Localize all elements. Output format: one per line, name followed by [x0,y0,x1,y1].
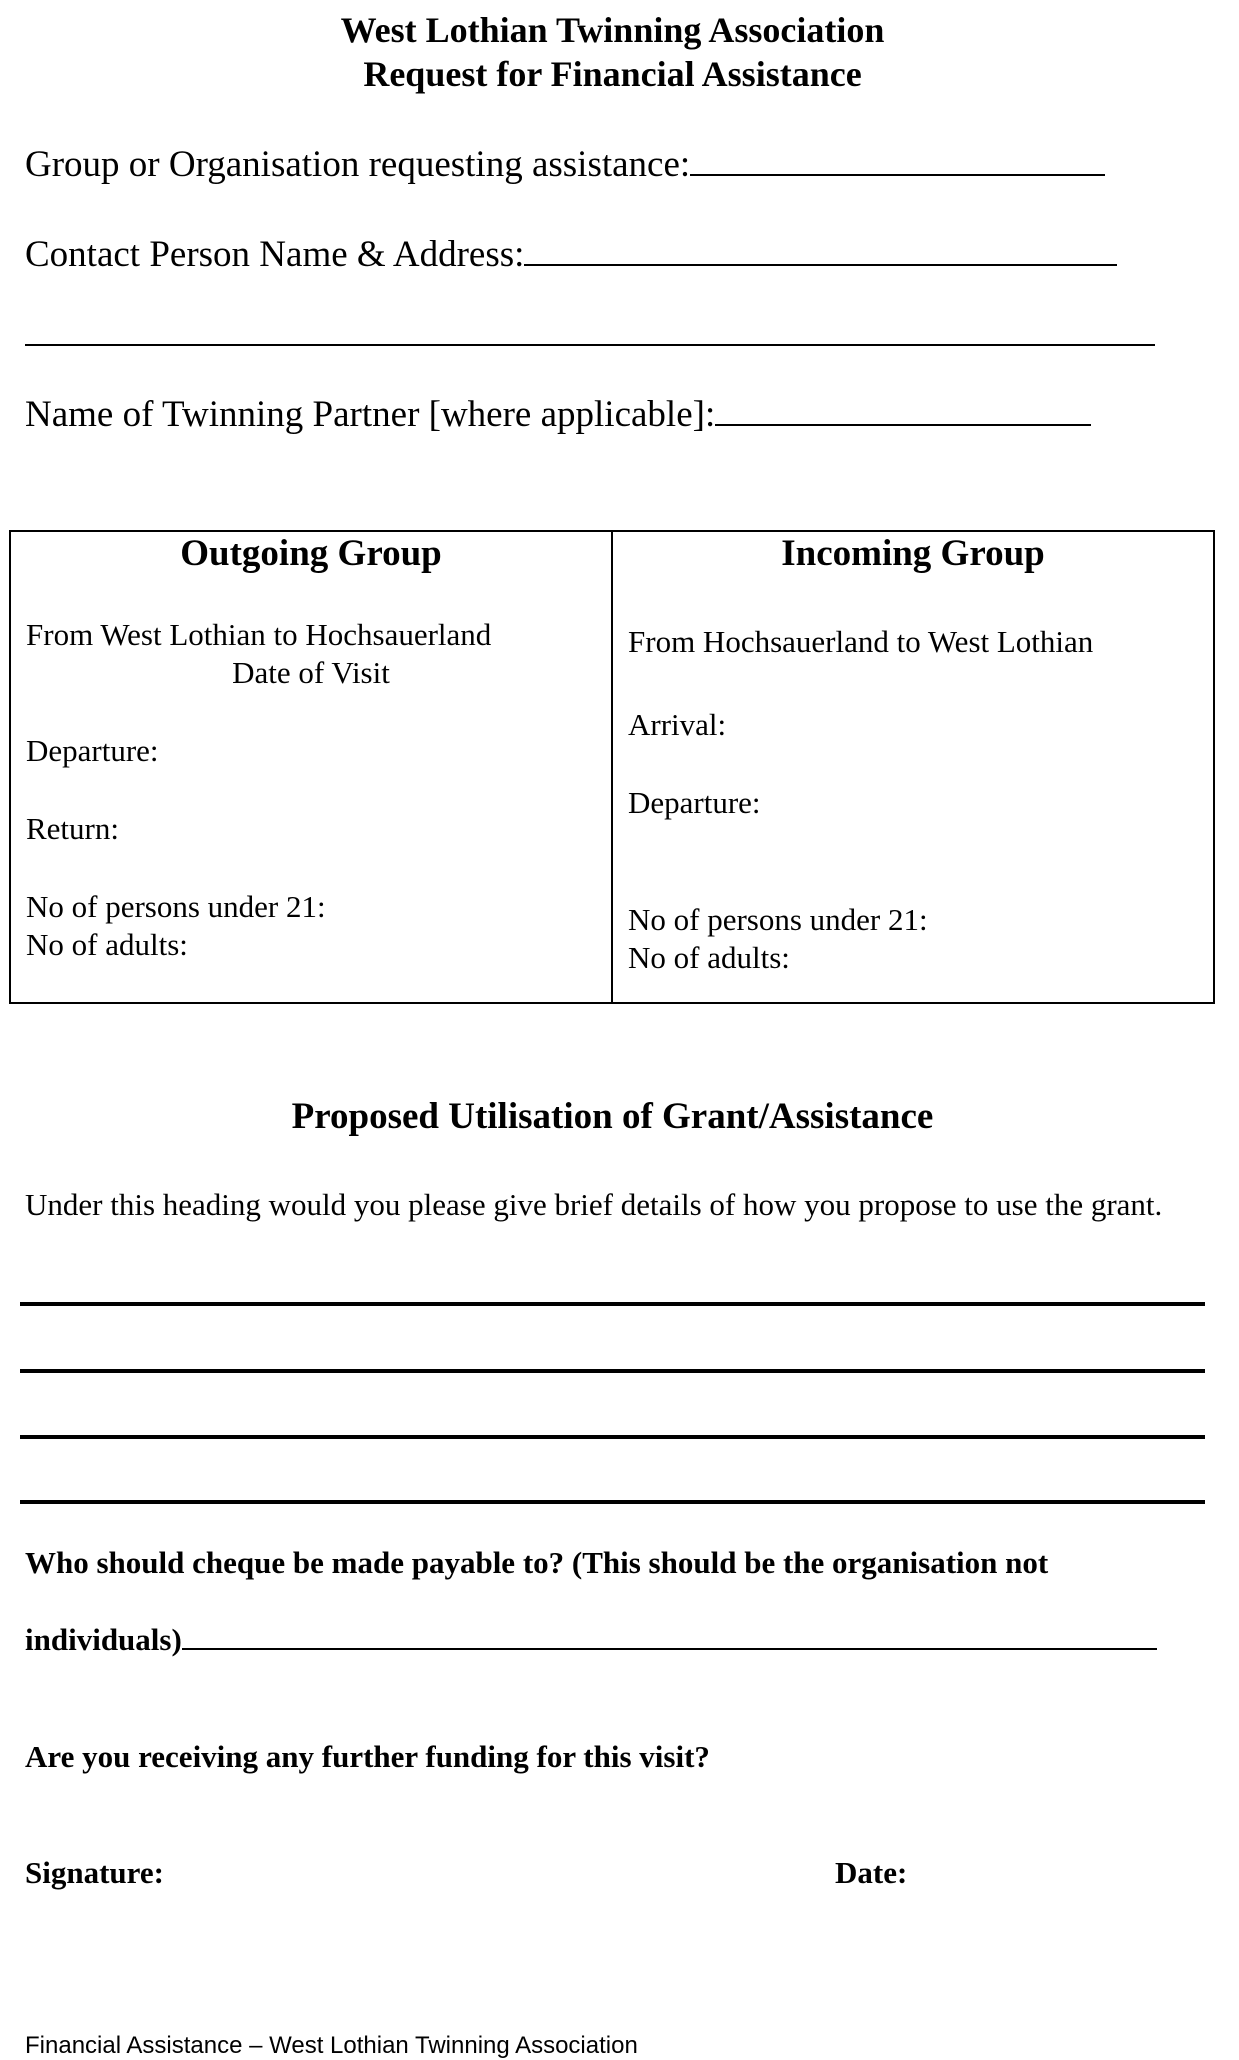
date-field[interactable]: Date: [835,1855,908,1890]
cheque-question-field [25,1620,1157,1660]
contact-address-blank-line[interactable] [25,344,1155,346]
page-footer: Financial Assistance – West Lothian Twinning Association [25,2032,638,2059]
contact-person-label: Contact Person Name & Address: [25,234,525,275]
further-funding-question: Are you receiving any further funding for this visit? [25,1739,710,1774]
incoming-arrival-field[interactable]: Arrival: [628,707,727,742]
twinning-partner-label: Name of Twinning Partner [where applicable]: [25,394,716,435]
table-divider [611,532,613,1002]
outgoing-departure-field[interactable]: Departure: [26,733,159,768]
outgoing-adults-field[interactable]: No of adults: [26,927,188,962]
contact-person-field [25,233,1117,277]
incoming-route: From Hochsauerland to West Lothian [628,624,1094,659]
utilisation-heading: Proposed Utilisation of Grant/Assistance [291,1096,934,1137]
incoming-under21-field[interactable]: No of persons under 21: [628,902,928,937]
outgoing-route: From West Lothian to Hochsauerland [26,617,492,652]
group-organisation-blank[interactable] [690,144,1105,176]
incoming-group-heading: Incoming Group [781,533,1045,574]
utilisation-instructions: Under this heading would you please give brief details of how you propose to use the grant. [25,1187,1163,1222]
contact-person-blank[interactable] [524,234,1117,266]
utilisation-line-1[interactable] [20,1302,1205,1306]
outgoing-return-field[interactable]: Return: [26,811,119,846]
group-organisation-label: Group or Organisation requesting assistance: [25,144,691,185]
cheque-payee-blank[interactable] [182,1622,1157,1650]
incoming-adults-field[interactable]: No of adults: [628,940,790,975]
utilisation-line-2[interactable] [20,1369,1205,1373]
outgoing-under21-field[interactable]: No of persons under 21: [26,889,326,924]
outgoing-group-heading: Outgoing Group [180,533,442,574]
twinning-partner-field [25,393,1091,437]
form-subtitle: Request for Financial Assistance [363,54,862,94]
utilisation-line-3[interactable] [20,1435,1205,1439]
date-of-visit-label: Date of Visit [232,655,390,690]
visit-details-table [9,530,1215,1004]
cheque-question-line2: individuals) [25,1622,182,1657]
incoming-departure-field[interactable]: Departure: [628,785,761,820]
form-title: West Lothian Twinning Association [340,10,885,50]
signature-field[interactable]: Signature: [25,1855,164,1890]
group-organisation-field [25,143,1105,187]
twinning-partner-blank[interactable] [715,394,1091,426]
cheque-question-line1: Who should cheque be made payable to? (This should be the organisation not [25,1545,1049,1580]
utilisation-line-4[interactable] [20,1500,1205,1504]
